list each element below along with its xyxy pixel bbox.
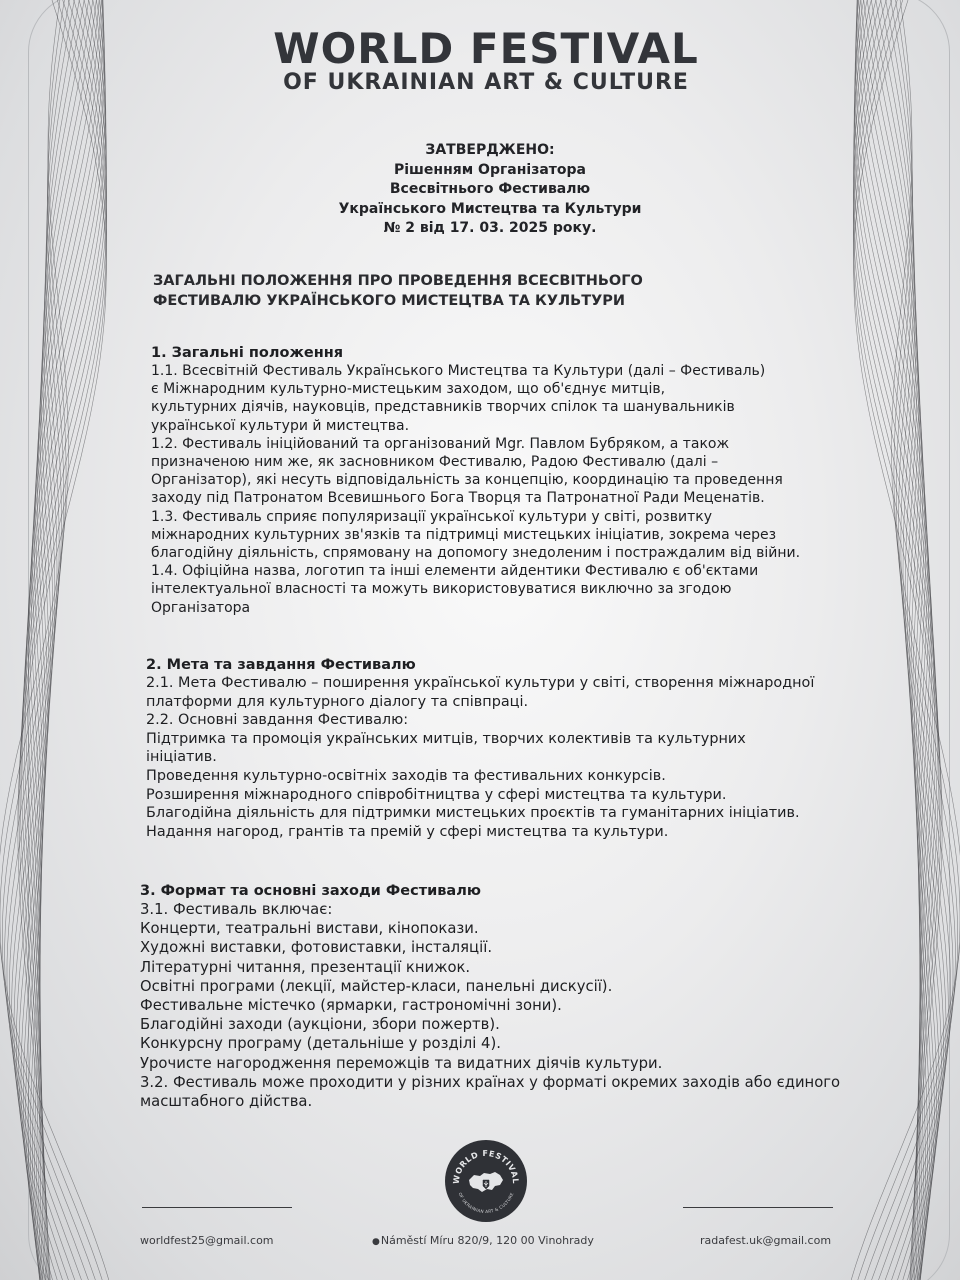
section-line: Проведення культурно-освітніх заходів та фестивальних конкурсів. [146, 767, 666, 784]
wave-line [31, 0, 105, 1280]
section-line: Організатора [151, 599, 251, 616]
section-line: ініціатив. [146, 749, 217, 766]
section-heading: 2. Мета та завдання Фестивалю [146, 657, 416, 673]
section-heading: 1. Загальні положення [151, 345, 344, 361]
section-line: призначеною ним же, як засновником Фестивалю, Радою Фестивалю (далі – [151, 454, 719, 471]
section-line: інтелектуальної власності та можуть використовуватися виключно за згодою [151, 581, 732, 598]
festival-emblem [445, 1140, 527, 1222]
approval-line: Українського Мистецтва та Культури [338, 200, 642, 217]
section-line: 3.2. Фестиваль може проходити у різних країнах у форматі окремих заходів або єдиного [140, 1073, 841, 1091]
document-title-line: ФЕСТИВАЛЮ УКРАЇНСЬКОГО МИСТЕЦТВА ТА КУЛЬТУРИ [153, 293, 626, 309]
emblem-text-top: WORLD FESTIVAL [451, 1148, 521, 1185]
wave-line [879, 0, 954, 1280]
section-line: платформи для культурного діалогу та співпраці. [146, 693, 529, 710]
section-line: 1.1. Всесвітній Фестиваль Українського Мистецтва та Культури (далі – Фестиваль) [151, 363, 766, 379]
footer-email-left[interactable]: worldfest25@gmail.com [140, 1234, 274, 1247]
approval-block [290, 141, 690, 239]
location-pin-icon: ● [372, 1237, 380, 1247]
document-title [153, 271, 643, 311]
footer-address-text: Náměstí Míru 820/9, 120 00 Vinohrady [380, 1234, 594, 1247]
section-general-provisions [151, 344, 800, 617]
section-line: Організатор), які несуть відповідальність за концепцію, координацію та проведення [151, 472, 783, 489]
section-line: культурних діячів, науковців, представників творчих спілок та шанувальників [151, 399, 735, 416]
section-line: 1.3. Фестиваль сприяє популяризації української культури у світі, розвитку [151, 508, 712, 525]
approval-line: № 2 від 17. 03. 2025 року. [383, 220, 597, 237]
section-line: Урочисте нагородження переможців та видатних діячів культури. [140, 1054, 663, 1072]
festival-title: WORLD FESTIVAL [273, 24, 699, 73]
signature-line-right [683, 1207, 833, 1208]
section-format-and-events [140, 882, 840, 1111]
section-line: 3.1. Фестиваль включає: [140, 901, 333, 918]
section-line: масштабного дійства. [140, 1093, 313, 1111]
wave-line [876, 0, 951, 1280]
footer-email-right[interactable]: radafest.uk@gmail.com [700, 1234, 832, 1247]
ukraine-map-emblem-icon [445, 1140, 527, 1222]
section-line: 1.4. Офіційна назва, логотип та інші елементи айдентики Фестивалю є об'єктами [151, 563, 759, 580]
section-line: благодійну діяльність, спрямовану на допомогу знедоленим і постраждалим від війни. [151, 545, 801, 562]
approval-line: ЗАТВЕРДЖЕНО: [425, 142, 555, 158]
decorative-wave-border-left [0, 0, 150, 1280]
approval-line: Всесвітнього Фестивалю [389, 181, 591, 198]
wave-line [856, 0, 932, 1280]
section-line: Конкурсну програму (детальніше у розділі 4). [140, 1035, 501, 1053]
section-heading: 3. Формат та основні заходи Фестивалю [140, 883, 481, 899]
signature-line-left [142, 1207, 292, 1208]
emblem-text-bottom: OF UKRAINIAN ART & CULTURE [457, 1191, 515, 1215]
section-line: Надання нагород, грантів та премій у сфері мистецтва та культури. [146, 823, 669, 840]
section-line: Розширення міжнародного співробітництва у сфері мистецтва та культури. [146, 786, 727, 803]
section-line: Освітні програми (лекції, майстер-класи, панельні дискусії). [140, 977, 613, 995]
wave-line [7, 0, 82, 1280]
section-goals-and-tasks [146, 656, 814, 841]
svg-text:OF UKRAINIAN ART & CULTURE [458, 1192, 515, 1214]
section-line: заходу під Патронатом Всевишнього Бога Творця та Патронатної Ради Меценатів. [151, 490, 765, 507]
wave-line [855, 0, 929, 1280]
wave-line [28, 0, 104, 1280]
section-line: Благодійна діяльність для підтримки мистецьких проєктів та гуманітарних ініціатив. [146, 805, 800, 822]
section-line: Художні виставки, фотовиставки, інсталяції. [140, 939, 493, 957]
footer-address [372, 1234, 594, 1247]
section-line: 2.2. Основні завдання Фестивалю: [146, 712, 409, 729]
section-line: міжнародних культурних зв'язків та підтримці мистецьких ініціатив, зокрема через [151, 526, 777, 543]
wave-line [9, 0, 84, 1280]
section-line: 1.2. Фестиваль ініційований та організований Mgr. Павлом Бубряком, а також [151, 435, 730, 452]
wave-line [853, 0, 940, 1280]
section-line: 2.1. Мета Фестивалю – поширення української культури у світі, створення міжнародної [146, 675, 815, 691]
wave-line [20, 0, 107, 1280]
wave-line [859, 0, 939, 1280]
section-line: Концерти, театральні вистави, кінопокази. [140, 920, 479, 938]
section-line: української культури й мистецтва. [151, 417, 410, 434]
document-title-line: ЗАГАЛЬНІ ПОЛОЖЕННЯ ПРО ПРОВЕДЕННЯ ВСЕСВІТНЬОГО [153, 273, 643, 289]
section-line: Підтримка та промоція українських митців, творчих колективів та культурних [146, 730, 746, 747]
wave-line [21, 0, 101, 1280]
festival-subtitle: OF UKRAINIAN ART & CULTURE [283, 70, 689, 95]
section-line: Благодійні заходи (аукціони, збори пожертв). [140, 1016, 500, 1034]
section-line: Фестивальне містечко (ярмарки, гастрономічні зони). [140, 997, 562, 1015]
section-line: є Міжнародним культурно-мистецьким заходом, що об'єднує митців, [151, 381, 666, 398]
section-line: Літературні читання, презентації книжок. [140, 958, 471, 976]
approval-line: Рішенням Організатора [393, 161, 586, 178]
